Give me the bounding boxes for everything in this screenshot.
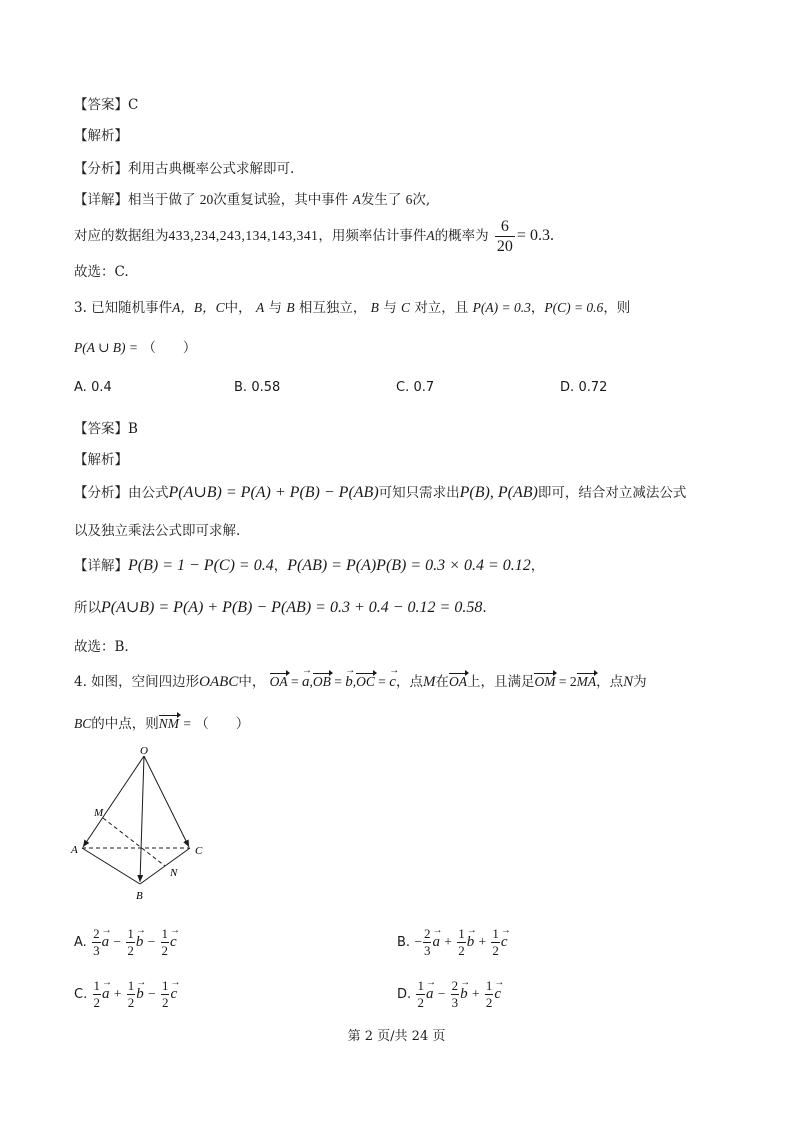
q3-stem: ，则: [603, 300, 631, 316]
q3-stem-line2: [74, 338, 196, 358]
data-text: ，用频率估计事件: [318, 228, 427, 244]
union-formula: P(A∪B) = P(A) + P(B) − P(AB): [168, 484, 379, 501]
vector-a: → a: [432, 922, 440, 962]
event-b: B: [370, 300, 379, 315]
q3-option-c[interactable]: [396, 377, 434, 398]
q4-option-b[interactable]: [397, 922, 508, 963]
q3-events: A，B，C: [172, 300, 225, 315]
option-fraction: [92, 926, 101, 959]
fraction-numerator: 1: [161, 978, 169, 993]
fraction-numerator: 1: [417, 978, 424, 993]
vector-b: → b: [136, 974, 144, 1014]
answer-tag: 【答案】: [74, 421, 128, 437]
operator: +: [478, 934, 487, 949]
q4-stem: ，点: [395, 674, 423, 690]
vector-c: → c: [501, 922, 508, 962]
fraction-denominator: 20: [496, 238, 513, 255]
vector-c: → c: [170, 974, 177, 1014]
vector-ma: MA: [577, 672, 597, 692]
q3-stem: 与: [383, 300, 397, 316]
option-label: D.: [397, 987, 412, 1002]
fraction-denominator: 2: [458, 943, 465, 958]
vector-b: → b: [467, 922, 475, 962]
event-a: A: [426, 228, 435, 243]
q3-ask: P(A ∪ B) =: [74, 340, 139, 355]
eq-a: = → a,: [288, 674, 313, 689]
fenxi-text: 利用古典概率公式求解即可.: [128, 161, 295, 177]
fraction-denominator: 2: [93, 995, 101, 1010]
point-m: M: [422, 674, 436, 690]
event-a: A: [255, 300, 265, 315]
answer-paren: （ ）: [195, 716, 250, 732]
vector-a: → a: [302, 672, 310, 692]
fraction-numerator: 6: [495, 217, 515, 237]
needed-probabilities: P(B), P(AB): [459, 484, 538, 501]
q4-stem: 为: [633, 674, 647, 690]
vector-a: → a: [102, 922, 110, 962]
option-fraction: [457, 926, 466, 959]
q4-stem: =: [183, 716, 191, 731]
fenxi-tag: 【分析】: [74, 485, 128, 501]
vector-c: → c: [170, 922, 177, 962]
vector-oc: OC: [356, 672, 375, 692]
segment-bc: BC: [74, 716, 92, 731]
q3-option-b[interactable]: [234, 377, 280, 398]
q4-stem-line1: [74, 672, 647, 692]
data-groups: 433,234,243,134,143,341: [168, 228, 319, 243]
answer-value: B: [128, 421, 138, 437]
q3-so-line: [74, 598, 487, 618]
vector-a: → a: [102, 974, 110, 1014]
label-n: N: [170, 867, 178, 879]
option-fraction: [161, 926, 170, 959]
fraction: [495, 217, 515, 256]
q4-stem: 的中点，则: [91, 716, 159, 732]
separator: ，: [273, 558, 288, 574]
vector-oa: OA: [270, 672, 288, 692]
fraction-numerator: 1: [93, 978, 101, 993]
fraction-denominator: 2: [492, 943, 499, 958]
q2-analysis-line: [74, 126, 128, 146]
answer-value: C: [128, 97, 139, 113]
probability-result: = 0.3.: [516, 227, 554, 244]
q3-stem: 相互独立，: [298, 300, 367, 316]
label-a: A: [71, 844, 78, 856]
label-c: C: [195, 845, 203, 857]
q3-analysis-line: [74, 450, 128, 470]
detail-tag: 【详解】: [74, 558, 128, 574]
detail-text: 次,: [412, 192, 431, 208]
answer-tag: 【答案】: [74, 97, 128, 113]
q4-stem: 4. 如图，空间四边形: [74, 674, 200, 690]
event-b: B: [286, 300, 295, 315]
label-o: O: [140, 745, 148, 757]
edge-ob: [140, 756, 144, 882]
segment-mn-dashed: [103, 818, 165, 866]
option-label: D.: [560, 380, 575, 395]
option-label: A.: [74, 380, 87, 395]
option-value: 0.58: [251, 380, 281, 395]
q4-stem: 在: [435, 674, 449, 690]
detail-text: 次重复试验，其中事件: [213, 192, 349, 208]
eq-m: = 2: [555, 674, 577, 689]
option-fraction: [127, 978, 136, 1011]
option-label: B.: [397, 935, 411, 950]
detail-formula-1: P(B) = 1 − P(C) = 0.4: [128, 557, 274, 574]
final-formula: P(A∪B) = P(A) + P(B) − P(AB) = 0.3 + 0.4 − 0.12 = 0.58: [101, 599, 483, 616]
detail-number: 6: [405, 192, 413, 207]
q3-choose-line: [74, 637, 129, 657]
event-a: A: [352, 192, 361, 207]
data-text: 的概率为: [434, 228, 489, 244]
fraction-numerator: 1: [127, 926, 134, 941]
q2-choose-line: [74, 262, 129, 282]
fraction-numerator: 1: [127, 978, 135, 993]
fraction-numerator: 1: [485, 978, 493, 993]
option-value: 0.4: [91, 380, 112, 395]
option-fraction: [451, 978, 460, 1011]
q3-stem: 中，: [224, 300, 252, 316]
q4-stem: 上，且满足: [466, 674, 535, 690]
q4-stem-line2: [74, 714, 249, 734]
option-label: C.: [74, 987, 88, 1002]
option-value: 0.72: [578, 380, 608, 395]
vector-oa: OA: [449, 672, 467, 692]
separator: ，: [530, 300, 545, 316]
q3-detail-line: [74, 556, 544, 576]
q2-answer-line: [74, 95, 138, 115]
fraction-numerator: 1: [161, 926, 169, 941]
vector-nm: NM: [159, 714, 179, 734]
q3-fenxi-line: [74, 483, 686, 503]
fenxi-text: 由公式: [128, 485, 169, 501]
fraction-denominator: 2: [127, 943, 134, 958]
q3-stem: 对立，且: [414, 300, 469, 316]
fenxi-text: 可知只需求出: [378, 485, 460, 501]
option-coef-sign: −: [414, 934, 422, 949]
point-n: N: [623, 674, 634, 690]
label-m: M: [94, 807, 104, 819]
analysis-tag: 【解析】: [74, 452, 128, 468]
vector-c: → c: [389, 672, 396, 692]
prob-pc: P(C) = 0.6: [544, 300, 604, 315]
q4-option-c[interactable]: [74, 974, 177, 1015]
fraction-numerator: 1: [492, 926, 499, 941]
operator: +: [444, 934, 452, 949]
fraction-numerator: 1: [458, 926, 465, 941]
detail-tag: 【详解】: [74, 192, 128, 208]
option-value: 0.7: [413, 380, 435, 395]
q4-stem: ，点: [596, 674, 624, 690]
q2-detail-line: [74, 190, 430, 210]
vector-b: → b: [136, 922, 144, 962]
operator: +: [113, 986, 122, 1001]
q2-fenxi-line: [74, 159, 294, 179]
fraction-denominator: 3: [423, 943, 431, 958]
q3-stem: 3. 已知随机事件: [74, 300, 173, 316]
q3-fenxi-line2: [74, 521, 240, 541]
fenxi-text: 即可，结合对立减法公式: [537, 485, 687, 501]
data-text: 对应的数据组为: [74, 228, 169, 244]
option-fraction: [423, 926, 432, 959]
fenxi-tag: 【分析】: [74, 161, 128, 177]
tetrahedron-figure: [66, 744, 216, 904]
vector-a: → a: [426, 974, 434, 1014]
analysis-tag: 【解析】: [74, 128, 128, 144]
fraction-numerator: 2: [423, 926, 431, 941]
option-label: C.: [396, 380, 410, 395]
operator: −: [113, 934, 122, 949]
prob-pa: P(A) = 0.3: [472, 300, 531, 315]
fenxi-text: 以及独立乘法公式即可求解.: [74, 523, 241, 539]
q4-stem: 中，: [238, 674, 266, 690]
fraction-numerator: 2: [451, 978, 459, 993]
eq-b: = → b,: [331, 674, 356, 689]
operator: −: [147, 934, 156, 949]
vector-c: → c: [494, 974, 501, 1014]
detail-text: 发生了: [360, 192, 402, 208]
page-footer: 第 2 页/共 24 页: [347, 1029, 446, 1044]
option-label: A.: [74, 935, 87, 950]
vector-b: → b: [460, 974, 468, 1014]
event-c: C: [401, 300, 411, 315]
edge-oa: [83, 756, 144, 847]
detail-text: 相当于做了: [128, 192, 196, 208]
option-fraction: [485, 978, 494, 1011]
vector-om: OM: [534, 672, 555, 692]
q3-option-a[interactable]: [74, 377, 112, 398]
fraction-numerator: 2: [93, 926, 100, 941]
option-fraction: [161, 978, 170, 1011]
detail-number: 20: [199, 192, 214, 207]
eq-c: = → c: [375, 674, 396, 689]
q3-answer-line: [74, 419, 138, 439]
option-fraction: [491, 926, 500, 959]
fraction-denominator: 2: [161, 995, 169, 1010]
label-b: B: [136, 890, 143, 902]
vector-ob: OB: [313, 672, 331, 692]
fraction-denominator: 3: [93, 943, 100, 958]
so-text: .: [482, 600, 487, 616]
option-label: B.: [234, 380, 248, 395]
vector-b: → b: [345, 672, 353, 692]
choose-text: 故选：C.: [74, 264, 129, 280]
edge-oc: [144, 756, 189, 847]
detail-formula-2: P(AB) = P(A)P(B) = 0.3 × 0.4 = 0.12: [287, 557, 531, 574]
q3-stem: 与: [268, 300, 283, 316]
q3-option-d[interactable]: [560, 377, 607, 398]
separator: ，: [530, 558, 545, 574]
option-fraction: [126, 926, 135, 959]
operator: −: [148, 986, 156, 1001]
fraction-denominator: 3: [451, 995, 459, 1010]
q4-option-d[interactable]: [397, 974, 501, 1015]
q2-data-line: [74, 214, 554, 258]
fraction-denominator: 2: [127, 995, 135, 1010]
q3-stem-line1: [74, 298, 630, 318]
operator: +: [471, 986, 480, 1001]
so-text: 所以: [74, 600, 101, 616]
q3-options: [74, 377, 694, 397]
fraction-denominator: 2: [485, 995, 493, 1010]
operator: −: [437, 986, 446, 1001]
q4-option-a[interactable]: [74, 922, 177, 963]
fraction-denominator: 2: [161, 943, 169, 958]
option-fraction: [93, 978, 102, 1011]
choose-text: 故选：B.: [74, 639, 129, 655]
answer-paren: （ ）: [142, 340, 197, 356]
fraction-denominator: 2: [417, 995, 424, 1010]
option-fraction: [416, 978, 425, 1011]
quadrilateral-name: OABC: [199, 674, 239, 690]
edge-ab: [82, 848, 140, 884]
